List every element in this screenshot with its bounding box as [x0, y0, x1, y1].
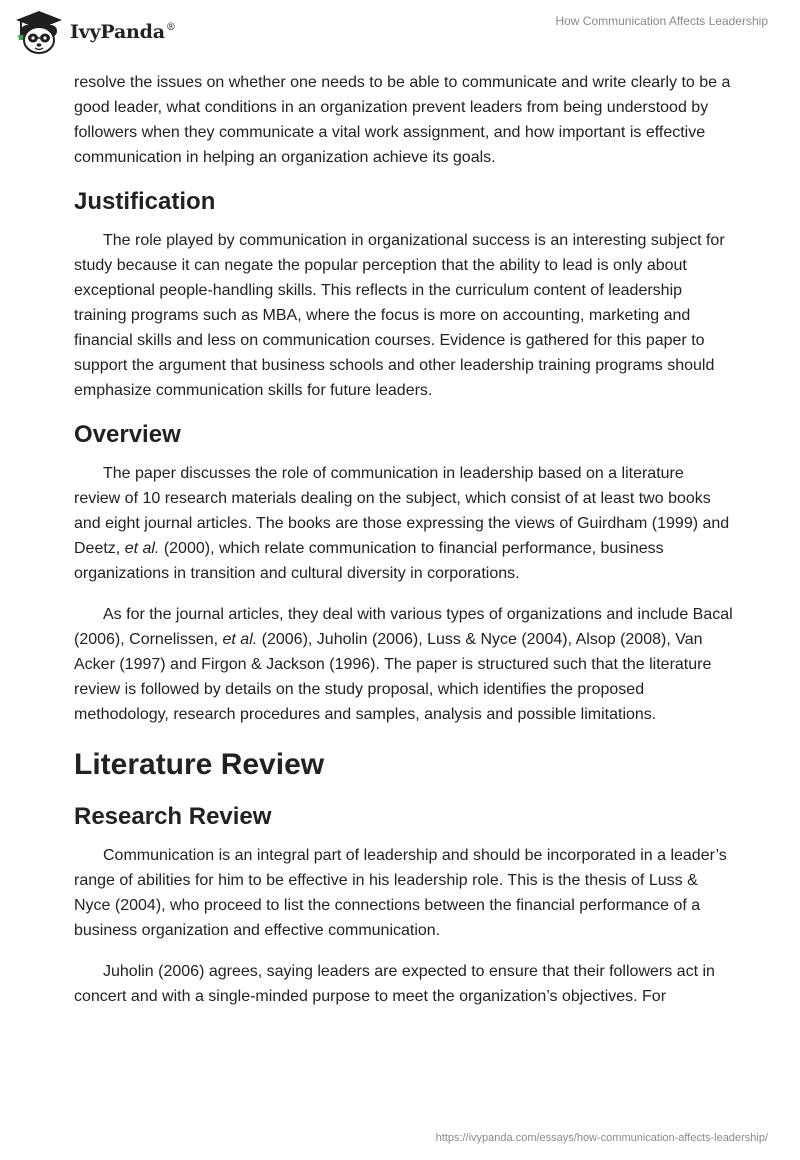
- paragraph-intro-continued: resolve the issues on whether one needs to be able to communicate and write clearly to be a good leader, what conditions in an organization prevent leaders from being understood by followers when they communicate a vital work assignment, and how important is effective communication in helping an organization achieve its goals.: [74, 74, 731, 166]
- paragraph-justification: The role played by communication in organizational success is an interesting subject for study because it can negate the popular perception that the ability to lead is only about exceptional people-handling skills. This reflects in the curriculum content of leadership training programs such as MBA, where the focus is more on accounting, marketing and financial skills and less on communication courses. Evidence is gathered for this paper to support the argument that business schools and other leadership training programs should emphasize communication skills for future leaders.: [74, 232, 725, 399]
- ivypanda-logo[interactable]: [14, 8, 176, 56]
- essay-content: [74, 70, 734, 1009]
- panda-logo-icon: [14, 9, 64, 55]
- heading-justification: Justification: [74, 188, 216, 215]
- paragraph-overview-1: The paper discusses the role of communication in leadership based on a literature review of 10 research materials dealing on the subject, which consist of at least two books and eight journal articles. The books are those expressing the views of Guirdham (1999) and Deetz, et al. (2000), which relate communication to financial performance, business organizations in transition and cultural diversity in corporations.: [74, 465, 730, 582]
- paragraph-overview-2: As for the journal articles, they deal with various types of organizations and include Bacal (2006), Cornelissen, et al. (2006), Juholin (2006), Luss & Nyce (2004), Alsop (2008), Van Acker (1997) and Firgon & Jackson (1996). The paper is structured such that the literature review is followed by details on the study proposal, which identifies the proposed methodology, research procedures and samples, analysis and possible limitations.: [74, 606, 733, 723]
- source-url[interactable]: https://ivypanda.com/essays/how-communication-affects-leadership/: [435, 1132, 768, 1144]
- paragraph-research-2: Juholin (2006) agrees, saying leaders are expected to ensure that their followers act in concert and with a single-minded purpose to meet the organization’s objectives. For: [74, 963, 715, 1005]
- heading-research-review: Research Review: [74, 803, 272, 830]
- paragraph-research-1: Communication is an integral part of leadership and should be incorporated in a leader’s range of abilities for him to be effective in his leadership role. This is the thesis of Luss & Nyce (2004), who proceed to list the connections between the financial performance of a business organization and effective communication.: [74, 847, 727, 939]
- document-title: How Communication Affects Leadership: [555, 14, 768, 28]
- page-header: [0, 0, 800, 64]
- heading-overview: Overview: [74, 421, 181, 448]
- heading-literature-review: Literature Review: [74, 748, 325, 781]
- logo-text: IvyPanda®: [70, 21, 176, 43]
